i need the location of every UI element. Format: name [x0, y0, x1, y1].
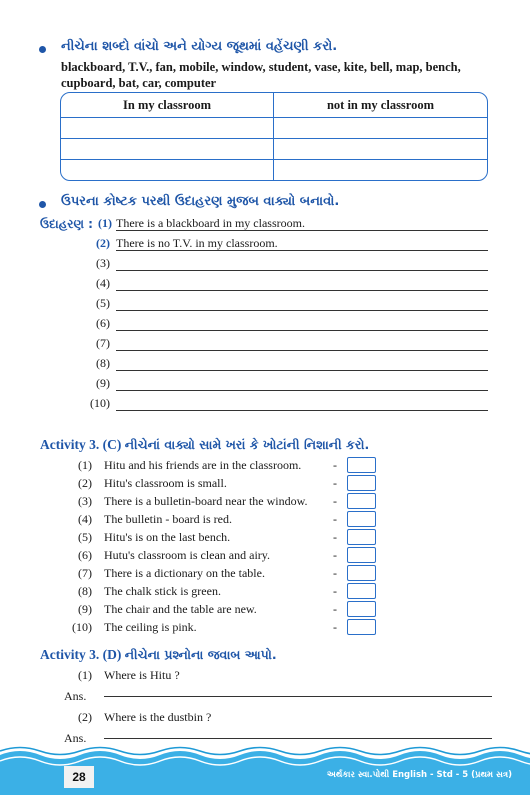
- statement-text: The ceiling is pink.: [104, 620, 197, 634]
- answer-checkbox[interactable]: [347, 475, 376, 491]
- example-line-number: (8): [96, 356, 110, 370]
- statement-text: Hutu's classroom is clean and airy.: [104, 548, 271, 562]
- example-line-number: (7): [96, 336, 110, 350]
- example-line-number: (4): [96, 276, 110, 290]
- question-2-number: (2): [78, 710, 92, 724]
- statement-number: (9): [78, 602, 92, 616]
- statement-text: The chair and the table are new.: [104, 602, 257, 616]
- answer-checkbox[interactable]: [347, 565, 376, 581]
- statement-dash: -: [333, 512, 337, 526]
- example-line-number: (5): [96, 296, 110, 310]
- example-line-number: (6): [96, 316, 110, 330]
- activity-c-instruction: નીચેનાં વાક્યો સામે ખરાં કે ખોટાંની નિશાની કરો.: [124, 437, 370, 452]
- table-cell[interactable]: [61, 139, 274, 160]
- answer-checkbox[interactable]: [347, 493, 376, 509]
- statement-number: (5): [78, 530, 92, 544]
- statement-number: (4): [78, 512, 92, 526]
- example-line-number: (3): [96, 256, 110, 270]
- example-answer-line[interactable]: [116, 336, 488, 351]
- question-1-number: (1): [78, 668, 92, 682]
- statement-text: The bulletin - board is red.: [104, 512, 232, 526]
- ans-label-1: Ans.: [64, 689, 87, 703]
- activity-d-label: Activity 3. (D): [40, 647, 122, 662]
- example-answer-line[interactable]: There is a blackboard in my classroom.: [116, 216, 488, 231]
- statement-number: (7): [78, 566, 92, 580]
- example-answer-line[interactable]: [116, 276, 488, 291]
- statement-text: Hitu's is on the last bench.: [104, 530, 231, 544]
- statement-dash: -: [333, 548, 337, 562]
- bullet-icon: [39, 201, 46, 208]
- example-answer-line[interactable]: [116, 316, 488, 331]
- question-1-text: Where is Hitu ?: [104, 668, 180, 682]
- answer-checkbox[interactable]: [347, 601, 376, 617]
- statement-number: (6): [78, 548, 92, 562]
- statement-dash: -: [333, 584, 337, 598]
- table-cell[interactable]: [61, 160, 274, 180]
- page-number: 28: [64, 766, 94, 788]
- answer-line-2[interactable]: [104, 724, 492, 739]
- section1-heading: નીચેના શબ્દો વાંચો અને યોગ્ય જૂથમાં વહેંચણી કરો.: [61, 39, 338, 54]
- example-line-number: (10): [90, 396, 110, 410]
- footer-book-title: અર્થકાર સ્વા.પોથી English - Std - 5 (પ્રથમ સત્ર): [326, 770, 512, 780]
- example-line-number: (9): [96, 376, 110, 390]
- table-cell[interactable]: [274, 160, 487, 180]
- example-answer-line[interactable]: [116, 356, 488, 371]
- statement-number: (8): [78, 584, 92, 598]
- classification-table: [60, 92, 488, 181]
- table-header-not-in-classroom: not in my classroom: [274, 93, 487, 118]
- statement-dash: -: [333, 530, 337, 544]
- answer-checkbox[interactable]: [347, 511, 376, 527]
- answer-checkbox[interactable]: [347, 583, 376, 599]
- statement-text: The chalk stick is green.: [104, 584, 221, 598]
- statement-number: (3): [78, 494, 92, 508]
- example-answer-line[interactable]: There is no T.V. in my classroom.: [116, 236, 488, 251]
- activity-d-instruction: નીચેના પ્રશ્નોના જવાબ આપો.: [124, 647, 277, 662]
- answer-checkbox[interactable]: [347, 547, 376, 563]
- bullet-icon: [39, 46, 46, 53]
- answer-line-1[interactable]: [104, 682, 492, 697]
- example-line-number: (1): [98, 216, 112, 230]
- activity-d-heading: [40, 647, 277, 663]
- statement-dash: -: [333, 494, 337, 508]
- example-label: ઉદાહરણ :: [40, 217, 93, 231]
- statement-dash: -: [333, 476, 337, 490]
- table-cell[interactable]: [61, 118, 274, 139]
- example-answer-line[interactable]: [116, 396, 488, 411]
- statement-dash: -: [333, 566, 337, 580]
- activity-c-label: Activity 3. (C): [40, 437, 122, 452]
- table-header-in-classroom: In my classroom: [61, 93, 274, 118]
- statement-dash: -: [333, 620, 337, 634]
- activity-c-heading: [40, 437, 369, 453]
- section2-heading: ઉપરના કોષ્ટક પરથી ઉદાહરણ મુજબ વાક્યો બનાવો.: [61, 194, 340, 209]
- ans-label-2: Ans.: [64, 731, 87, 745]
- example-line-number: (2): [96, 236, 110, 250]
- question-2-text: Where is the dustbin ?: [104, 710, 212, 724]
- example-answer-line[interactable]: [116, 296, 488, 311]
- statement-dash: -: [333, 458, 337, 472]
- statement-text: There is a dictionary on the table.: [104, 566, 265, 580]
- example-answer-line[interactable]: [116, 376, 488, 391]
- answer-checkbox[interactable]: [347, 619, 376, 635]
- word-list: blackboard, T.V., fan, mobile, window, student, vase, kite, bell, map, bench, cupboard, bat, car, computer: [61, 60, 461, 90]
- answer-checkbox[interactable]: [347, 529, 376, 545]
- statement-number: (1): [78, 458, 92, 472]
- statement-number: (10): [72, 620, 92, 634]
- table-cell[interactable]: [274, 118, 487, 139]
- table-cell[interactable]: [274, 139, 487, 160]
- statement-number: (2): [78, 476, 92, 490]
- statement-text: Hitu and his friends are in the classroom.: [104, 458, 302, 472]
- statement-text: Hitu's classroom is small.: [104, 476, 227, 490]
- statement-text: There is a bulletin-board near the window.: [104, 494, 308, 508]
- example-answer-line[interactable]: [116, 256, 488, 271]
- statement-dash: -: [333, 602, 337, 616]
- answer-checkbox[interactable]: [347, 457, 376, 473]
